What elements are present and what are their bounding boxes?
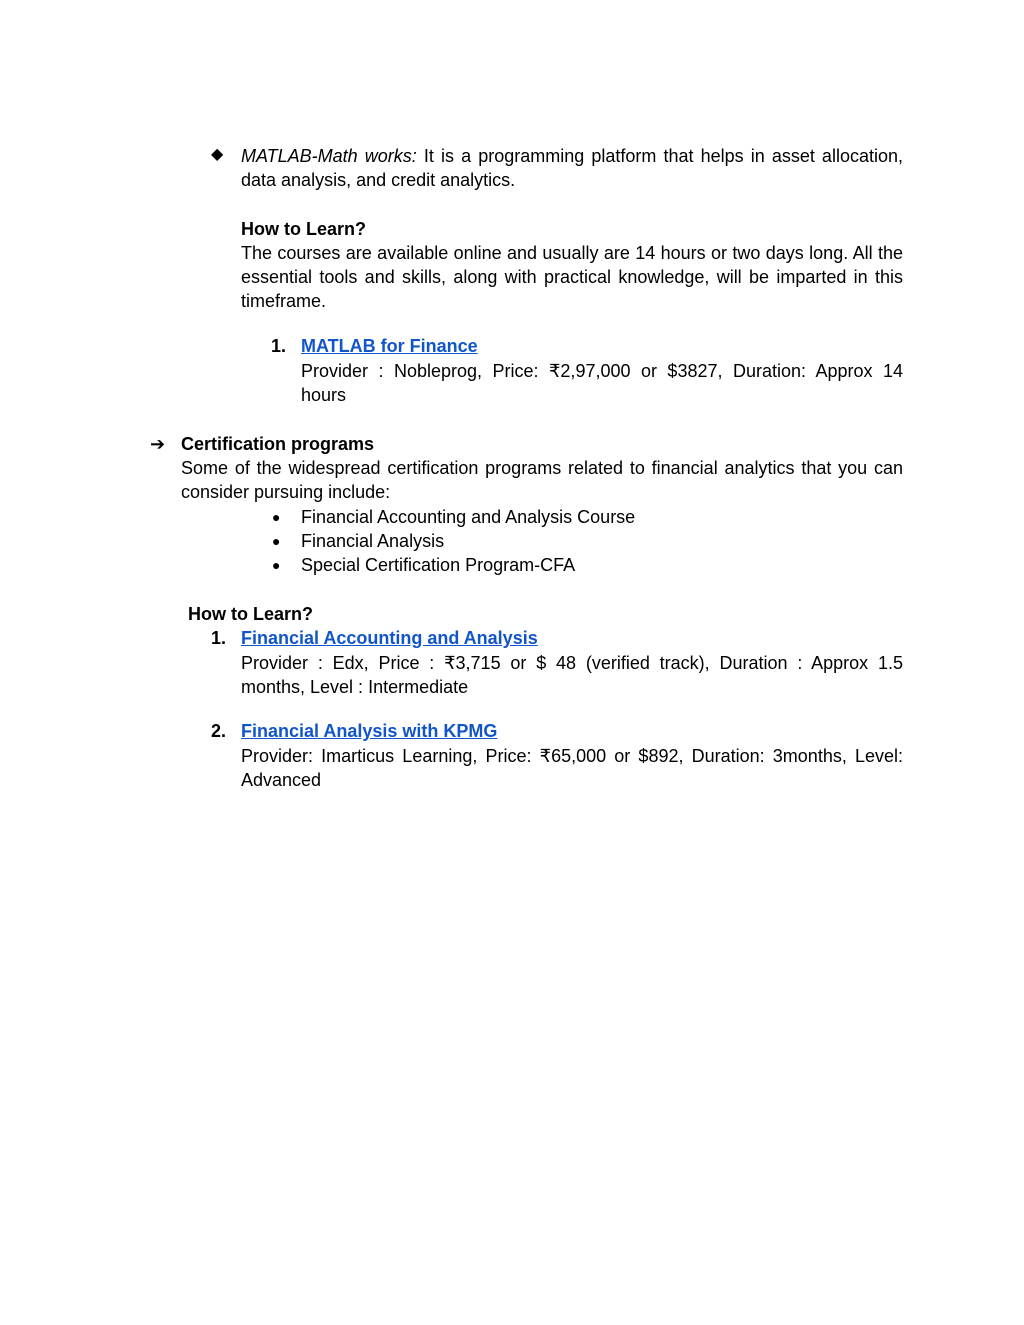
matlab-course-1-details: Provider : Nobleprog, Price: ₹2,97,000 or $3827, Duration: Approx 14 hours [301, 361, 903, 405]
arrow-bullet-icon: ➔ [150, 434, 166, 454]
matlab-description-text: It is a programming platform that helps in asset allocation, data analysis, and credit analytics. [241, 146, 903, 190]
certification-heading: Certification programs [181, 434, 375, 454]
list-item: Special Certification Program-CFA [301, 555, 576, 575]
certification-course-1-number: 1. [211, 628, 227, 648]
matlab-description [241, 144, 903, 192]
dot-bullet-icon: ● [272, 509, 281, 525]
matlab-title: MATLAB-Math works: [241, 146, 417, 166]
matlab-course-1-link-wrap [301, 334, 478, 358]
financial-analysis-with-kpmg-link[interactable]: Financial Analysis with KPMG [241, 721, 498, 741]
certification-course-2-details: Provider: Imarticus Learning, Price: ₹65,000 or $892, Duration: 3months, Level: Advanced [241, 746, 903, 790]
certification-course-1-details: Provider : Edx, Price : ₹3,715 or $ 48 (verified track), Duration : Approx 1.5 months, Level : Intermediate [241, 653, 903, 697]
list-item: Financial Accounting and Analysis Course [301, 507, 636, 527]
certification-course-2-link-wrap [241, 719, 497, 743]
certification-how-to-learn-heading: How to Learn? [188, 604, 313, 624]
matlab-how-to-learn-text: The courses are available online and usually are 14 hours or two days long. All the essential tools and skills, along with practical knowledge, will be imparted in this timeframe. [241, 243, 903, 311]
matlab-course-1-number: 1. [271, 336, 287, 356]
list-item: Financial Analysis [301, 531, 445, 551]
certification-course-1-link-wrap [241, 626, 538, 650]
certification-intro: Some of the widespread certification programs related to financial analytics that you can consider pursuing include: [181, 458, 903, 502]
certification-course-2-number: 2. [211, 721, 227, 741]
dot-bullet-icon: ● [272, 533, 281, 549]
matlab-how-to-learn-heading: How to Learn? [241, 219, 366, 239]
matlab-for-finance-link[interactable]: MATLAB for Finance [301, 336, 478, 356]
dot-bullet-icon: ● [272, 557, 281, 573]
diamond-bullet-icon: ◆ [211, 146, 224, 163]
financial-accounting-and-analysis-link[interactable]: Financial Accounting and Analysis [241, 628, 538, 648]
